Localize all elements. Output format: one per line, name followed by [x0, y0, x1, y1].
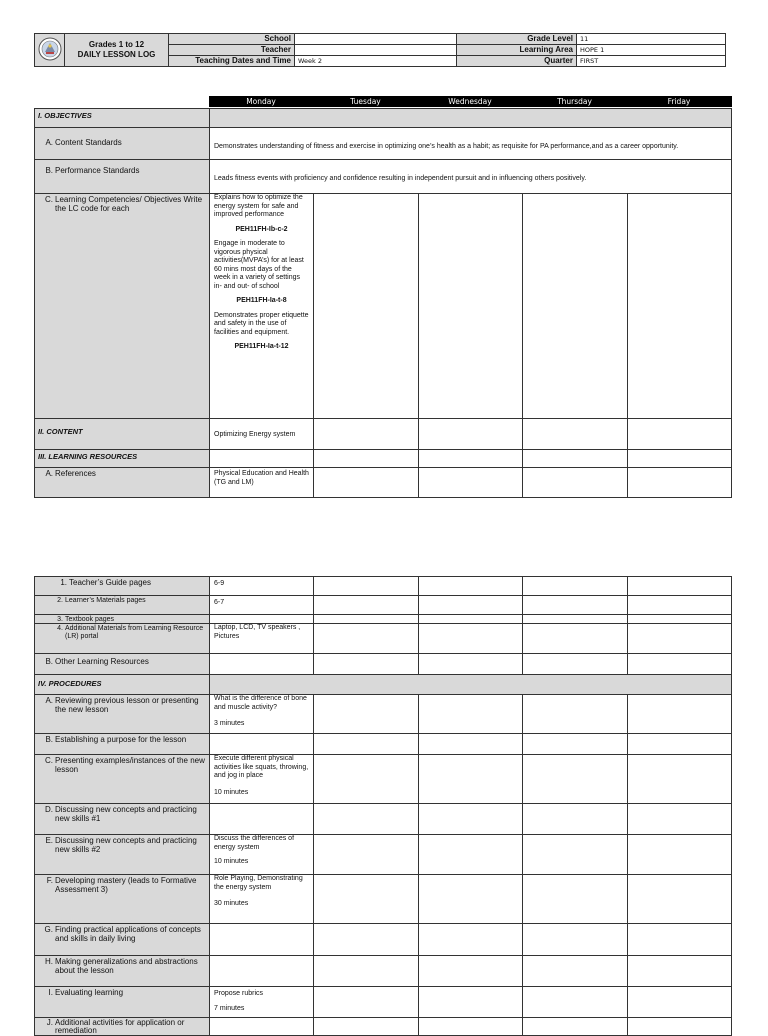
day-header-table	[34, 96, 732, 107]
competencies-monday[interactable]	[210, 194, 314, 419]
competency-3-code: PEH11FH-Ia-t-12	[234, 343, 289, 350]
competency-1-code: PEH11FH-Ib-c-2	[235, 225, 288, 233]
content-standards-label: A. Content Standards	[35, 128, 210, 160]
competencies-wednesday[interactable]	[419, 194, 523, 419]
references-tuesday[interactable]	[314, 468, 419, 498]
procedure-e-label: E. Discussing new concepts and practicing new skills #2	[35, 835, 210, 875]
day-tuesday: Tuesday	[313, 97, 418, 107]
textbook-pages-label: 3. Textbook pages	[35, 615, 210, 624]
procedure-c-label: C. Presenting examples/instances of the new lesson	[35, 755, 210, 804]
content-tuesday[interactable]	[314, 419, 419, 450]
procedure-j-label: J. Additional activities for application or remediation	[35, 1018, 210, 1036]
day-thursday: Thursday	[522, 97, 627, 107]
procedure-a-monday[interactable]: What is the difference of bone and muscle activity? 3 minutes	[210, 695, 314, 734]
objectives-section: I. OBJECTIVES	[35, 109, 210, 128]
competency-2-code: PEH11FH-Ia-t-8	[236, 297, 287, 304]
performance-standards-label: B. Performance Standards	[35, 160, 210, 194]
learners-materials-monday[interactable]: 6-7	[210, 596, 314, 615]
additional-materials-monday[interactable]: Laptop, LCD, TV speakers , Pictures	[210, 624, 314, 654]
title-line1: Grades 1 to 12	[88, 40, 145, 49]
references-friday[interactable]	[628, 468, 732, 498]
learners-materials-label: 2. Learner’s Materials pages	[35, 596, 210, 615]
competencies-thursday[interactable]	[523, 194, 628, 419]
procedure-f-monday[interactable]: Role Playing, Demonstrating the energy system 30 minutes	[210, 875, 314, 924]
references-wednesday[interactable]	[419, 468, 523, 498]
deped-seal-cell	[35, 34, 65, 67]
other-resources-label: B. Other Learning Resources	[35, 654, 210, 675]
learning-area-label: Learning Area	[457, 45, 577, 56]
performance-standards-text[interactable]: Leads fitness events with proficiency and confidence resulting in independent pursuit and in influencing others positively.	[210, 160, 732, 194]
teacher-field[interactable]	[295, 45, 457, 56]
day-friday: Friday	[627, 97, 731, 107]
procedure-d-label: D. Discussing new concepts and practicing new skills #1	[35, 804, 210, 835]
quarter-label: Quarter	[457, 56, 577, 67]
learning-area-field[interactable]: HOPE 1	[577, 45, 726, 56]
procedure-a-label: A. Reviewing previous lesson or presenting the new lesson	[35, 695, 210, 734]
dates-field[interactable]: Week 2	[295, 56, 457, 67]
procedure-f-label: F. Developing mastery (leads to Formative Assessment 3)	[35, 875, 210, 924]
day-monday: Monday	[209, 97, 313, 107]
procedure-h-label: H. Making generalizations and abstractions about the lesson	[35, 956, 210, 987]
teachers-guide-monday[interactable]: 6-9	[210, 577, 314, 596]
content-friday[interactable]	[628, 419, 732, 450]
competency-2: Engage in moderate to vigorous physical activities(MVPA’s) for at least 60 mins most days of the week in a variety of settings in- and out- of school	[214, 240, 304, 290]
references-monday[interactable]: Physical Education and Health (TG and LM)	[210, 468, 314, 498]
content-section: II. CONTENT	[35, 419, 210, 450]
school-field[interactable]	[295, 34, 457, 45]
procedure-b-label: B. Establishing a purpose for the lesson	[35, 734, 210, 755]
deped-seal-icon	[38, 36, 62, 62]
content-wednesday[interactable]	[419, 419, 523, 450]
competencies-tuesday[interactable]	[314, 194, 419, 419]
procedure-c-monday[interactable]: Execute different physical activities like squats, throwing, and jog in place 10 minutes	[210, 755, 314, 804]
references-thursday[interactable]	[523, 468, 628, 498]
content-monday[interactable]: Optimizing Energy system	[210, 419, 314, 450]
grade-level-field[interactable]: 11	[577, 34, 726, 45]
grade-level-label: Grade Level	[457, 34, 577, 45]
learning-competencies-label: C. Learning Competencies/ Objectives Write the LC code for each	[35, 194, 210, 419]
references-label: A. References	[35, 468, 210, 498]
lesson-table-page2	[34, 576, 732, 1036]
content-standards-text[interactable]: Demonstrates understanding of fitness and exercise in optimizing one’s health as a habit; as requisite for PA performance,and as a career opportunity.	[210, 128, 732, 160]
title-line2: DAILY LESSON LOG	[77, 50, 156, 59]
procedure-g-label: G. Finding practical applications of concepts and skills in daily living	[35, 924, 210, 956]
competencies-friday[interactable]	[628, 194, 732, 419]
competency-1: Explains how to optimize the energy system for safe and improved performance	[214, 194, 303, 218]
procedure-i-label: I. Evaluating learning	[35, 987, 210, 1018]
school-label: School	[169, 34, 295, 45]
log-title-cell	[65, 34, 169, 67]
quarter-field[interactable]: FIRST	[577, 56, 726, 67]
teachers-guide-label: 1. Teacher’s Guide pages	[35, 577, 210, 596]
additional-materials-label: 4. Additional Materials from Learning Resource (LR) portal	[35, 624, 210, 654]
procedure-i-monday[interactable]: Propose rubrics 7 minutes	[210, 987, 314, 1018]
procedures-section: IV. PROCEDURES	[35, 675, 210, 695]
competency-3: Demonstrates proper etiquette and safety in the use of facilities and equipment.	[214, 311, 309, 336]
day-wednesday: Wednesday	[418, 97, 522, 107]
content-thursday[interactable]	[523, 419, 628, 450]
dates-label: Teaching Dates and Time	[169, 56, 295, 67]
teacher-label: Teacher	[169, 45, 295, 56]
header-table	[34, 33, 726, 67]
lesson-table-page1	[34, 108, 732, 498]
procedure-e-monday[interactable]: Discuss the differences of energy system 10 minutes	[210, 835, 314, 875]
resources-section: III. LEARNING RESOURCES	[35, 450, 210, 468]
